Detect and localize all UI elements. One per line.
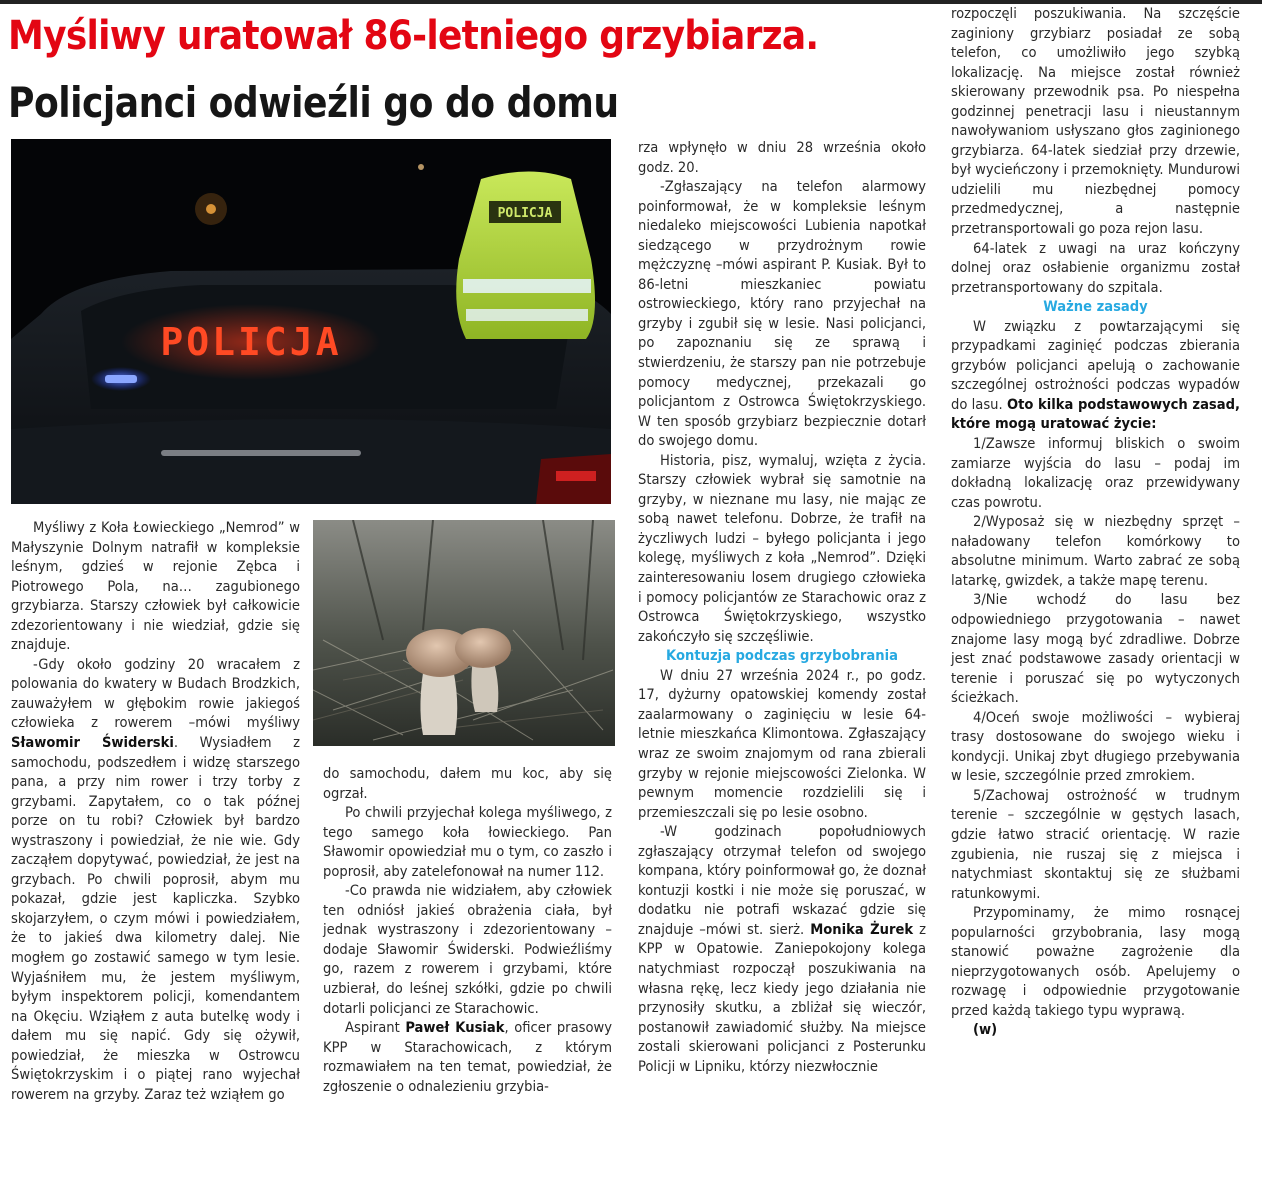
police-car-photo xyxy=(11,139,611,504)
section-subhead: Ważne zasady xyxy=(1043,298,1148,316)
paragraph-text: -Gdy około godziny 20 wracałem z polowania do kwatery w Budach Brodzkich, zauważyłem w głębokim rowie jakiegoś człowieka z rowerem –mówi myśliwy xyxy=(11,655,300,732)
rule-item: 3/Nie wchodź do lasu bez odpowiedniego przygotowania – nawet znajome lasy mogą być zdradliwe. Dobrze jest znać podstawowe zasady orientacji w terenie i poruszać się po wytyczonych ścieżkach. xyxy=(951,591,1240,707)
headline: Myśliwy uratował 86-letniego grzybiarza. xyxy=(8,13,819,59)
paragraph: rozpoczęli poszukiwania. Na szczęście zaginiony grzybiarz posiadał ze sobą telefon, co umożliwiło jego szybką lokalizację. Na miejsce został również skierowany przewodnik psa. Po niespełna godzinnej penetracji lasu i nieustannym nawoływaniom usłyszano głos zaginionego grzybiarza. 64-latek siedział przy drzewie, był wycieńczony i przemoknięty. Mundurowi udzielili mu niezbędnej pomocy przedmedycznej, a następnie przetransportowali go poza rejon lasu. xyxy=(951,5,1240,238)
police-car-illustration xyxy=(11,139,611,504)
column-4 xyxy=(951,4,1240,1040)
mushroom-photo xyxy=(313,520,615,746)
mushroom-illustration xyxy=(313,520,615,746)
paragraph xyxy=(11,655,300,1105)
paragraph-text: W związku z powtarzającymi się przypadkami zaginięć podczas zbierania grzybów policjanci apelują o zachowanie szczególnej ostrożności podczas wypadów do lasu. xyxy=(951,317,1240,413)
subheadline: Policjanci odwieźli go do domu xyxy=(8,78,619,127)
paragraph xyxy=(323,1018,612,1096)
paragraph: Przypominamy, że mimo rosnącej popularności grzybobrania, lasy mogą stanowić poważne zagrożenie dla nieprzygotowanych osób. Apelujemy o rozwagę i odpowiednie przygotowanie przed każdą takiego typu wyprawą. xyxy=(951,904,1240,1019)
vest-label: POLICJA xyxy=(497,206,553,221)
rule-item: 1/Zawsze informuj bliskich o swoim zamiarze wyjścia do lasu – podaj im dokładną lokalizację oraz przewidywany czas powrotu. xyxy=(951,435,1240,511)
led-sign: POLICJA xyxy=(160,320,342,364)
paragraph: rza wpłynęło w dniu 28 września około godz. 20. xyxy=(638,139,926,176)
person-name: Sławomir Świderski xyxy=(11,734,174,752)
paragraph-text: z KPP w Opatowie. Zaniepokojony kolega natychmiast rozpoczął poszukiwania na własna rękę, lecz kiedy jego działania nie przynosiły skutku, a zbliżał się wieczór, postanowił zawiadomić służby. Na miejsce zostali skierowani policjanci z Posterunku Policji w Lipniku, którzy niezwłocznie xyxy=(638,920,927,1075)
paragraph: -Co prawda nie widziałem, aby człowiek ten odniósł jakieś obrażenia ciała, był jednak wystraszony i zdezorientowany –dodaje Sławomir Świderski. Podwieźliśmy go, razem z rowerem i grzybami, które uzbierał, do leśnej szkółki, gdzie po chwili dotarli policjanci ze Starachowic. xyxy=(323,882,612,1017)
paragraph: -Zgłaszający na telefon alarmowy poinformował, że w kompleksie leśnym niedaleko miejscowości Lubienia napotkał siedzącego w przydrożnym rowie mężczyznę –mówi aspirant P. Kusiak. Był to 86-letni mieszkaniec powiatu ostrowieckiego, który rano przyjechał na grzyby i zgubił się w lesie. Nasi policjanci, po zapoznaniu się ze sprawą i stwierdzeniu, że starszy pan nie potrzebuje pomocy medycznej, przekazali go policjantom z Ostrowca Świętokrzyskiego. W ten sposób grzybiarz bezpiecznie dotarł do swojego domu. xyxy=(638,178,926,450)
column-1 xyxy=(11,518,300,1104)
paragraph: W dniu 27 września 2024 r., po godz. 17, dyżurny opatowskiej komendy został zaalarmowany o zaginięciu w lesie 64-letnie mieszkańca Klimontowa. Zgłaszający wraz ze swoim znajomym od rana zbierali grzyby w rejonie miejscowości Zielonka. W pewnym momencie rozdzielili się i przemieszczali się po lesie osobno. xyxy=(638,666,926,821)
paragraph xyxy=(638,822,926,1076)
author-signature: (w) xyxy=(973,1021,998,1039)
rule-item: 2/Wyposaż się w niezbędny sprzęt – naładowany telefon komórkowy to absolutne minimum. Warto zabrać ze sobą latarkę, gwizdek, a także mapę terenu. xyxy=(951,513,1240,589)
paragraph: do samochodu, dałem mu koc, aby się ogrzał. xyxy=(323,765,612,802)
paragraph-text: -W godzinach popołudniowych zgłaszający otrzymał telefon od swojego kompana, który poinformował go, że doznał kontuzji kostki i nie może się poruszać, w dodatku nie potrafi wskazać gdzie się znajduje –mówi st. sierż. xyxy=(638,823,926,938)
paragraph-text: Aspirant xyxy=(345,1019,406,1037)
section-subhead: Kontuzja podczas grzybobrania xyxy=(666,647,898,665)
paragraph-text: . Wysiadłem z samochodu, podszedłem i widzę starszego pana, a przy nim rower i trzy torby z grzybami. Zapytałem, co o tak późnej porze on tu robi? Człowiek był bardzo wystraszony i powiedział, że nie wie. Gdy zacząłem dopytywać, powiedział, że jest na grzybach. Po chwili poprosił, abym mu pokazał, gdzie jest kapliczka. Szybko skojarzyłem, o czym mówi i powiedziałem, że to jakieś dwa kilometry dalej. Nie mogłem go zostawić samego w tym lesie. Wyjaśniłem mu, że jestem myśliwym, byłym inspektorem policji, komendantem na Okęciu. Wziąłem z auta butelkę wody i dałem mu się napić. Gdy się ożywił, powiedział, że mieszka w Ostrowcu Świętokrzyskim i o piątej rano wyjechał rowerem na grzyby. Zaraz też wziąłem go xyxy=(11,734,300,1103)
paragraph xyxy=(951,317,1240,434)
paragraph-text: , oficer prasowy KPP w Starachowicach, z którym rozmawiałem na ten temat, powiedział, że zgłoszenie o odnalezieniu grzybia- xyxy=(323,1019,612,1095)
paragraph: Historia, pisz, wymaluj, wzięta z życia. Starszy człowiek wybrał się samotnie na grzyby, w nieznane mu lasy, nie mając ze sobą nawet telefonu. Dobrze, że trafił na życzliwych ludzi – byłego policjanta i jego kolegę, myśliwych z koła „Nemrod”. Dzięki zainteresowaniu losem drugiego człowieka i pomocy policjantów ze Starachowic oraz z Ostrowca Świętokrzyskiego, wszystko zakończyło się szczęśliwie. xyxy=(638,451,926,645)
paragraph: Po chwili przyjechał kolega myśliwego, z tego samego koła łowieckiego. Pan Sławomir opowiedział mu o tym, co zaszło i poprosił, aby zatelefonował na numer 112. xyxy=(323,804,612,880)
column-2 xyxy=(323,764,612,1096)
rule-item: 5/Zachowaj ostrożność w trudnym terenie – szczególnie w gęstych lasach, gdzie łatwo stracić orientację. W razie zgubienia, nie ruszaj się z miejsca i natychmiast skontaktuj się ze służbami ratunkowymi. xyxy=(951,786,1240,902)
bold-text: Oto kilka podstawowych zasad, które mogą uratować życie: xyxy=(951,395,1240,433)
column-3 xyxy=(638,138,926,1076)
person-name: Monika Żurek xyxy=(810,920,914,938)
rule-item: 4/Oceń swoje możliwości – wybieraj trasy dostosowane do swojego wieku i kondycji. Unikaj zbyt długiego przebywania w lesie, szczególnie przed zmrokiem. xyxy=(951,708,1240,785)
paragraph: Myśliwy z Koła Łowieckiego „Nemrod” w Małyszynie Dolnym natrafił w kompleksie leśnym, gdzieś w rejonie Zębca i Piotrowego Pola, na… zagubionego grzybiarza. Starszy człowiek był całkowicie zdezorientowany i nie wiedział, gdzie się znajduje. xyxy=(11,519,300,654)
person-name: Paweł Kusiak xyxy=(405,1019,505,1037)
paragraph: 64-latek z uwagi na uraz kończyny dolnej oraz osłabienie organizmu został przetransportowany do szpitala. xyxy=(951,239,1240,296)
